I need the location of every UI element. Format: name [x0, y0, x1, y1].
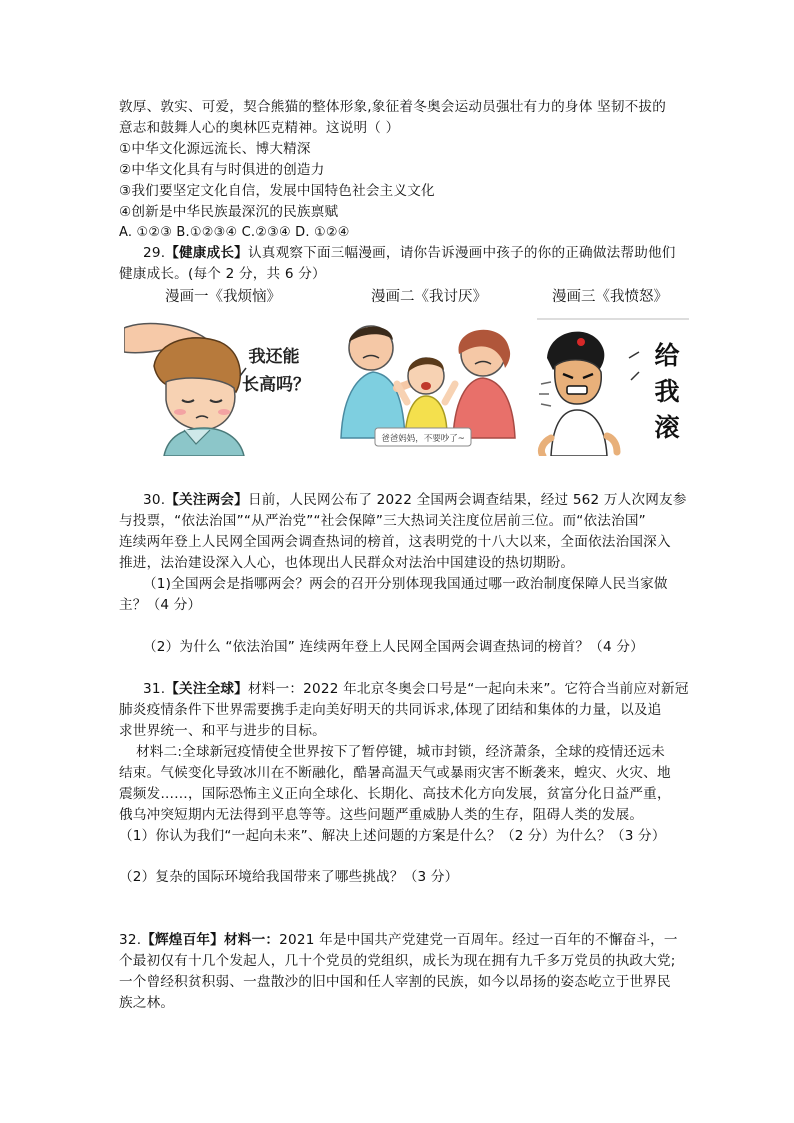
q29-tag: 【健康成长】: [165, 245, 248, 261]
q31-line5: 结束。气候变化导致冰川在不断融化，酷暑高温天气或暴雨灾害不断袭来，蝗灾、火灾、地: [119, 765, 671, 781]
comic-3-text-1: 给: [654, 341, 680, 370]
q31-tag: 【关注全球】: [165, 681, 248, 697]
q32-lead: 材料一：: [223, 932, 280, 948]
q32-number: 32.: [119, 932, 142, 948]
q31-sub2: （2）复杂的国际环境给我国带来了哪些挑战？（3 分）: [119, 869, 459, 885]
comic-2-image: [333, 318, 523, 456]
q30-tag: 【关注两会】: [165, 492, 248, 508]
q32-line2: 个最初仅有十几个发起人，几十个党员的党组织，成长为现在拥有九千多万党员的执政大党;: [119, 953, 676, 969]
q31-line7: 俄乌冲突短期内无法得到平息等等。这些问题严重威胁人类的生存，阻碍人类的发展。: [119, 807, 644, 823]
q28-option-3: ③我们要坚定文化自信，发展中国特色社会主义文化: [119, 183, 435, 199]
comic-3-image: [537, 318, 689, 456]
q30-line1: [143, 490, 687, 511]
comic-1-bubble-bottom: 长高吗？: [242, 375, 310, 395]
q31-number: 31.: [143, 681, 166, 697]
q30-sub1-line1: （1)全国两会是指哪两会？两会的召开分别体现我国通过哪一政治制度保障人民当家做: [143, 576, 668, 592]
q29-text: 认真观察下面三幅漫画，请你告诉漫画中孩子的你的正确做法帮助他们: [247, 245, 676, 261]
q31-line2: 肺炎疫情条件下世界需要携手走向美好明天的共同诉求,体现了团结和集体的力量，以及追: [119, 702, 662, 718]
q28-option-2: ②中华文化具有与时俱进的创造力: [119, 162, 325, 178]
q31-line1: [143, 679, 689, 700]
q30-line4: 推进，法治建设深入人心，也体现出人民群众对法治中国建设的热切期盼。: [119, 555, 575, 571]
q29-number: 29.: [143, 245, 166, 261]
q32-line4: 族之林。: [119, 995, 175, 1011]
comic-3-text-3: 滚: [654, 413, 680, 442]
q31-line3: 求世界统一、和平与进步的目标。: [119, 723, 326, 739]
q32-tag: 【辉煌百年】: [141, 932, 224, 948]
q28-option-4: ④创新是中华民族最深沉的民族禀赋: [119, 204, 339, 220]
q32-text: 2021 年是中国共产党建党一百周年。经过一百年的不懈奋斗，一: [279, 932, 678, 948]
q31-line4: 材料二:全球新冠疫情使全世界按下了暂停键，城市封锁，经济萧条，全球的疫情还远未: [136, 744, 665, 760]
comic-caption-1: 漫画一《我烦恼》: [165, 289, 281, 305]
q32-line1: [119, 930, 678, 951]
q30-line3: 连续两年登上人民网全国两会调查热词的榜首，这表明党的十八大以来，全面依法治国深入: [119, 534, 671, 550]
comic-caption-3: 漫画三《我愤怒》: [552, 289, 668, 305]
comic-2-caption: 爸爸妈妈，不要吵了~: [381, 434, 465, 444]
q31-sub1: （1）你认为我们“一起向未来”、解决上述问题的方案是什么？（2 分）为什么？（3 分）: [119, 828, 666, 844]
comic-1-bubble-top: 我还能: [248, 347, 300, 367]
q30-sub2: （2）为什么 “依法治国” 连续两年登上人民网全国两会调查热词的榜首？（4 分）: [143, 639, 644, 655]
q31-line6: 震频发……，国际恐怖主义正向全球化、长期化、高技术化方向发展，贫富分化日益严重，: [119, 786, 671, 802]
q30-number: 30.: [143, 492, 166, 508]
q30-text: 日前，人民网公布了 2022 全国两会调查结果，经过 562 万人次网友参: [247, 492, 687, 508]
q28-line1: 敦厚、敦实、可爱，契合熊猫的整体形象,象征着冬奥会运动员强壮有力的身体 坚韧不拔的: [119, 99, 666, 115]
q28-line2: 意志和鼓舞人心的奥林匹克精神。这说明（ ）: [119, 120, 400, 136]
q28-choices: A. ①②③ B.①②③④ C.②③④ D. ①②④: [119, 225, 350, 240]
q32-line3: 一个曾经积贫积弱、一盘散沙的旧中国和任人宰割的民族，如今以昂扬的姿态屹立于世界民: [119, 974, 671, 990]
q30-sub1-line2: 主？（4 分）: [119, 597, 202, 613]
q28-option-1: ①中华文化源远流长、博大精深: [119, 141, 311, 157]
q29-line2: 健康成长。(每个 2 分，共 6 分）: [119, 266, 326, 282]
q31-text: 材料一：2022 年北京冬奥会口号是“一起向未来”。它符合当前应对新冠: [247, 681, 689, 697]
comic-1-image: [124, 318, 329, 456]
q30-line2: 与投票，“依法治国”“从严治党”“社会保障”三大热词关注度位居前三位。而“依法治国”: [119, 513, 646, 529]
comic-caption-2: 漫画二《我讨厌》: [371, 289, 487, 305]
q29-line1: [143, 243, 676, 264]
comic-3-text-2: 我: [654, 377, 680, 406]
